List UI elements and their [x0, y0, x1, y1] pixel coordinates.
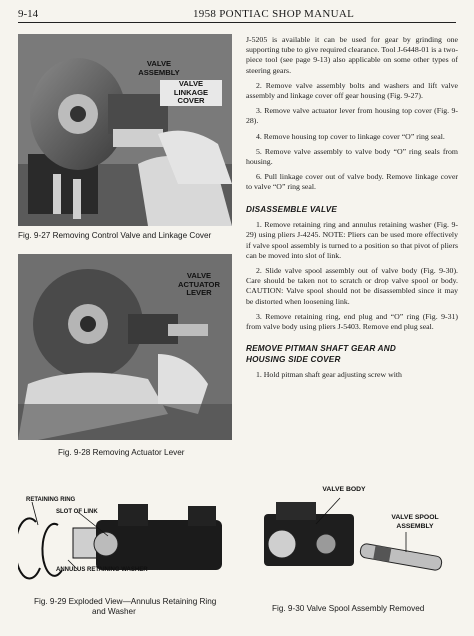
figure-9-29-caption — [34, 597, 234, 617]
figure-9-30-drawing — [256, 484, 456, 596]
heading-remove-pitman-shaft-gear — [246, 344, 458, 365]
figure-9-27-caption: Fig. 9-27 Removing Control Valve and Linkage Cover — [18, 231, 212, 240]
intro-paragraph: J-5205 is available it can be used for gear by grinding one supporting tube to give required clearance. Tool J-6448-01 is a two-piece tool (see page 9-13) also applicable on some other types of steering gears. — [246, 35, 458, 75]
step-b-1: 1. Remove retaining ring and annulus retaining washer (Fig. 9-29) using pliers J-4245. NOTE: Pliers can be used more effectively if valve spool assembly is turned to a position so that pivot of pliers can be moved into slot of link. — [246, 220, 458, 260]
step-a-5: 5. Remove valve assembly to valve body “O” ring seals from housing. — [246, 146, 458, 167]
manual-title: 1958 PONTIAC SHOP MANUAL — [193, 8, 355, 20]
heading-pitman-line2: HOUSING SIDE COVER — [246, 354, 341, 364]
body-text-column — [246, 35, 458, 385]
callout-annulus-retaining-washer: ANNULUS RETAINING WASHER — [56, 567, 148, 573]
step-c-1: 1. Hold pitman shaft gear adjusting screw with — [256, 370, 402, 380]
callout-valve-assembly: VALVE ASSEMBLY — [138, 59, 180, 77]
callout-slot-of-link: SLOT OF LINK — [56, 509, 98, 515]
callout-valve-spool-assembly: VALVE SPOOL ASSEMBLY — [391, 514, 439, 530]
figure-9-28-caption: Fig. 9-28 Removing Actuator Lever — [58, 448, 185, 457]
heading-disassemble-valve: DISASSEMBLE VALVE — [246, 204, 338, 214]
callout-valve-body: VALVE BODY — [322, 486, 366, 493]
step-a-3: 3. Remove valve actuator lever from housing top cover (Fig. 9-28). — [246, 106, 458, 126]
step-b-3: 3. Remove retaining ring, end plug and “O” ring (Fig. 9-31) from valve body using pliers J-5403. Remove end plug seal. — [246, 311, 458, 331]
figure-9-29-caption-line2: and Washer — [92, 607, 136, 616]
step-a-6: 6. Pull linkage cover out of valve body. Remove linkage cover to valve “O” ring seal. — [246, 172, 458, 192]
figure-9-27-photo — [18, 34, 232, 226]
figure-9-29-caption-line1: Fig. 9-29 Exploded View—Annulus Retaining Ring — [34, 597, 217, 606]
figure-9-30-caption: Fig. 9-30 Valve Spool Assembly Removed — [272, 604, 425, 613]
heading-pitman-line1: REMOVE PITMAN SHAFT GEAR AND — [246, 344, 396, 354]
step-a-4: 4. Remove housing top cover to linkage cover “O” ring seal. — [256, 131, 445, 141]
page-number: 9-14 — [18, 8, 39, 20]
callout-valve-linkage-cover: VALVE LINKAGE COVER — [160, 80, 222, 106]
step-b-2: 2. Slide valve spool assembly out of valve body (Fig. 9-30). Care should be taken not to scratch or drop valve spool or body. CAUTION: Valve spool should not be disassembled since it may be distorted when loosening link. — [246, 265, 458, 306]
step-a-2: 2. Remove valve assembly bolts and washers and lift valve assembly and linkage cover off gear housing (Fig. 9-27). — [246, 80, 458, 101]
callout-retaining-ring: RETAINING RING — [26, 497, 76, 503]
header-rule — [18, 22, 456, 23]
callout-valve-actuator-lever: VALVE ACTUATOR LEVER — [178, 271, 220, 298]
